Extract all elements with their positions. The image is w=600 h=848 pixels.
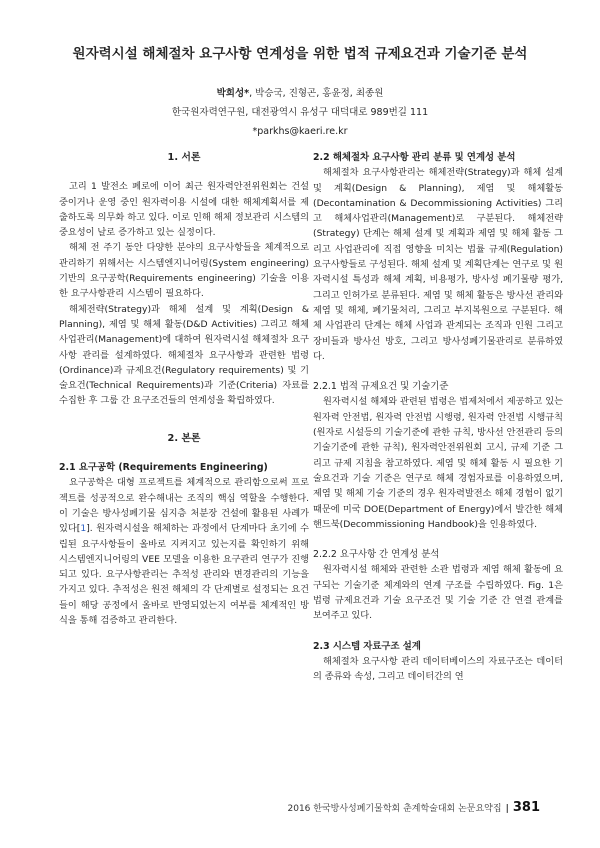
affiliation: 한국원자력연구원, 대전광역시 유성구 대덕대로 989번길 111: [171, 107, 429, 118]
co-authors: , 박승국, 진형곤, 홍윤정, 최종원: [249, 88, 384, 99]
footer-text: 2016 한국방사성폐기물학회 춘계학술대회 논문요약집: [287, 804, 502, 814]
paragraph-text: 요구공학은 대형 프로젝트를 체계적으로 관리함으로써 프로젝트를 성공적으로 완수해내는 조직의 핵심 역할을 수행한다. 이 기술은 방사성폐기물 심지층 처분장 건설에 활용된 사례가 있다[: [59, 477, 309, 535]
paragraph: 해체전략(Strategy)과 해체 설계 및 계획(Design & Planning), 제염 및 해체 활동(D&D Activities) 그리고 해체 사업관리(Management)에 대하여 원자력시설 해체절차 요구사항 관리를 설계하였다. 해체절차 요구사항과 관련한 법령(Ordinance)과 규제요건(Regulatory requirements) 및 기술요건(Technical Requirements)과 기준(Criteria) 자료를 수집한 후 그룹 간 요구조건들의 연계성을 확립하였다.: [59, 303, 309, 407]
author-line: [0, 84, 600, 103]
paper-title: 원자력시설 해체절차 요구사항 연계성을 위한 법적 규제요건과 기술기준 분석: [72, 46, 528, 62]
subsubsection-heading: 2.2.2 요구사항 간 연계성 분석: [313, 549, 440, 561]
paragraph: 해체절차 요구사항 관리 데이터베이스의 자료구조는 데이터의 종류와 속성, 그리고 데이터간의 연: [313, 655, 563, 683]
paragraph-text: ]. 원자력시설을 해체하는 과정에서 단계마다 초기에 수립된 요구사항들이 올바로 지켜지고 있는지를 확인하기 위해 시스템엔지니어링의 VEE 모델을 이용한 요구관리 연구가 진행되고 있다. 요구사항관리는 추적성 관리와 변경관리의 기능을 가지고 있다. 추적성은 원전 해체의 각 단계별로 설정되는 요건들이 해당 공정에서 올바로 반영되었는지 여부를 체계적인 방식을 통해 검증하고 관리한다.: [59, 523, 309, 627]
subsection-heading: 2.1 요구공학 (Requirements Engineering): [59, 462, 268, 474]
left-column: [59, 150, 309, 628]
paragraph: 원자력시설 해체와 관련된 법령은 법제처에서 제공하고 있는 원자력 안전법, 원자력 안전법 시행령, 원자력 안전법 시행규칙(원자로 시설등의 기술기준에 관한 규칙, 방사선 안전관리 등의 기술기준에 관한 규칙), 원자력안전위원회 고시, 규제 기준 그리고 규제 지침을 참고하였다. 제염 및 해체 활동 시 필요한 기술요건과 기술 기준은 연구로 해체 경험자료를 이용하였으며, 제염 및 해체 기술 기준의 경우 원자력발전소 해체 경험이 없기 때문에 미국 DOE(Department of Energy)에서 발간한 해체 핸드북(Decommissioning Handbook)을 인용하였다.: [313, 396, 563, 530]
subsection-heading: 2.3 시스템 자료구조 설계: [313, 640, 421, 652]
paragraph: [59, 475, 309, 628]
subsection-heading: 2.2 해체절차 요구사항 관리 분류 및 연계성 분석: [313, 152, 516, 163]
paragraph: 원자력시설 해체와 관련한 소관 법령과 제염 해체 활동에 요구되는 기술기준 체계와의 연계 구조를 수립하였다. Fig. 1은 법령 규제요건과 기술 요구조건 및 기술 기준 간 연결 관계를 보여주고 있다.: [313, 564, 563, 622]
section-heading-body: 2. 본론: [167, 432, 201, 444]
citation-link[interactable]: 1: [80, 523, 87, 535]
corresponding-mark: *: [244, 88, 250, 99]
page-number: 381: [512, 800, 540, 815]
author-email: *parkhs@kaeri.re.kr: [252, 126, 348, 137]
paragraph: 해체절차 요구사항관리는 해체전략(Strategy)과 해체 설계 및 계획(Design & Planning), 제염 및 해체활동(Decontamination & Decommissioning Activities) 그리고 해체사업관리(Management)로 구분된다. 해체전략(Strategy) 단계는 해체 설계 및 계획과 제염 및 해체 활동 그리고 사업관리에 직접 영향을 미치는 법률 규제(Regulation) 요구사항들로 구성된다. 해체 설계 및 계획단계는 연구로 및 원자력시설 특성과 해체 계획, 비용평가, 방사성 폐기물량 평가, 그리고 인허가로 분류된다. 제염 및 해체 활동은 방사선 관리와 제염 및 해체, 폐기물처리, 그리고 부지복원으로 구분된다. 해체 사업관리 단계는 해체 사업과 관계되는 조직과 인원 그리고 장비들과 방사선 방호, 그리고 방사성폐기물관리로 분류하였다.: [313, 167, 563, 362]
paragraph: 고리 1 발전소 폐로에 이어 최근 원자력안전위원회는 건설 중이거나 운영 중인 원자력이용 시설에 대한 해체계획서를 제출하도록 의무화 하고 있다. 이로 인해 해체 정보관리 시스템의 중요성이 날로 증가하고 있는 실정이다.: [59, 181, 309, 239]
paragraph: 해체 전 주기 동안 다양한 분야의 요구사항들을 체계적으로 관리하기 위해서는 시스템엔지니어링(System engineering) 기반의 요구공학(Requirements engineering) 기술을 이용한 요구사항관리 시스템이 필요하다.: [59, 242, 309, 300]
section-heading-intro: 1. 서론: [167, 152, 201, 163]
lead-author: 박희성: [216, 88, 245, 99]
subsubsection-heading: 2.2.1 법적 규제요건 및 기술기준: [313, 381, 449, 393]
right-column: [313, 150, 563, 685]
footer-separator: |: [505, 804, 509, 814]
author-block: [0, 84, 600, 141]
page-footer: [288, 800, 541, 815]
